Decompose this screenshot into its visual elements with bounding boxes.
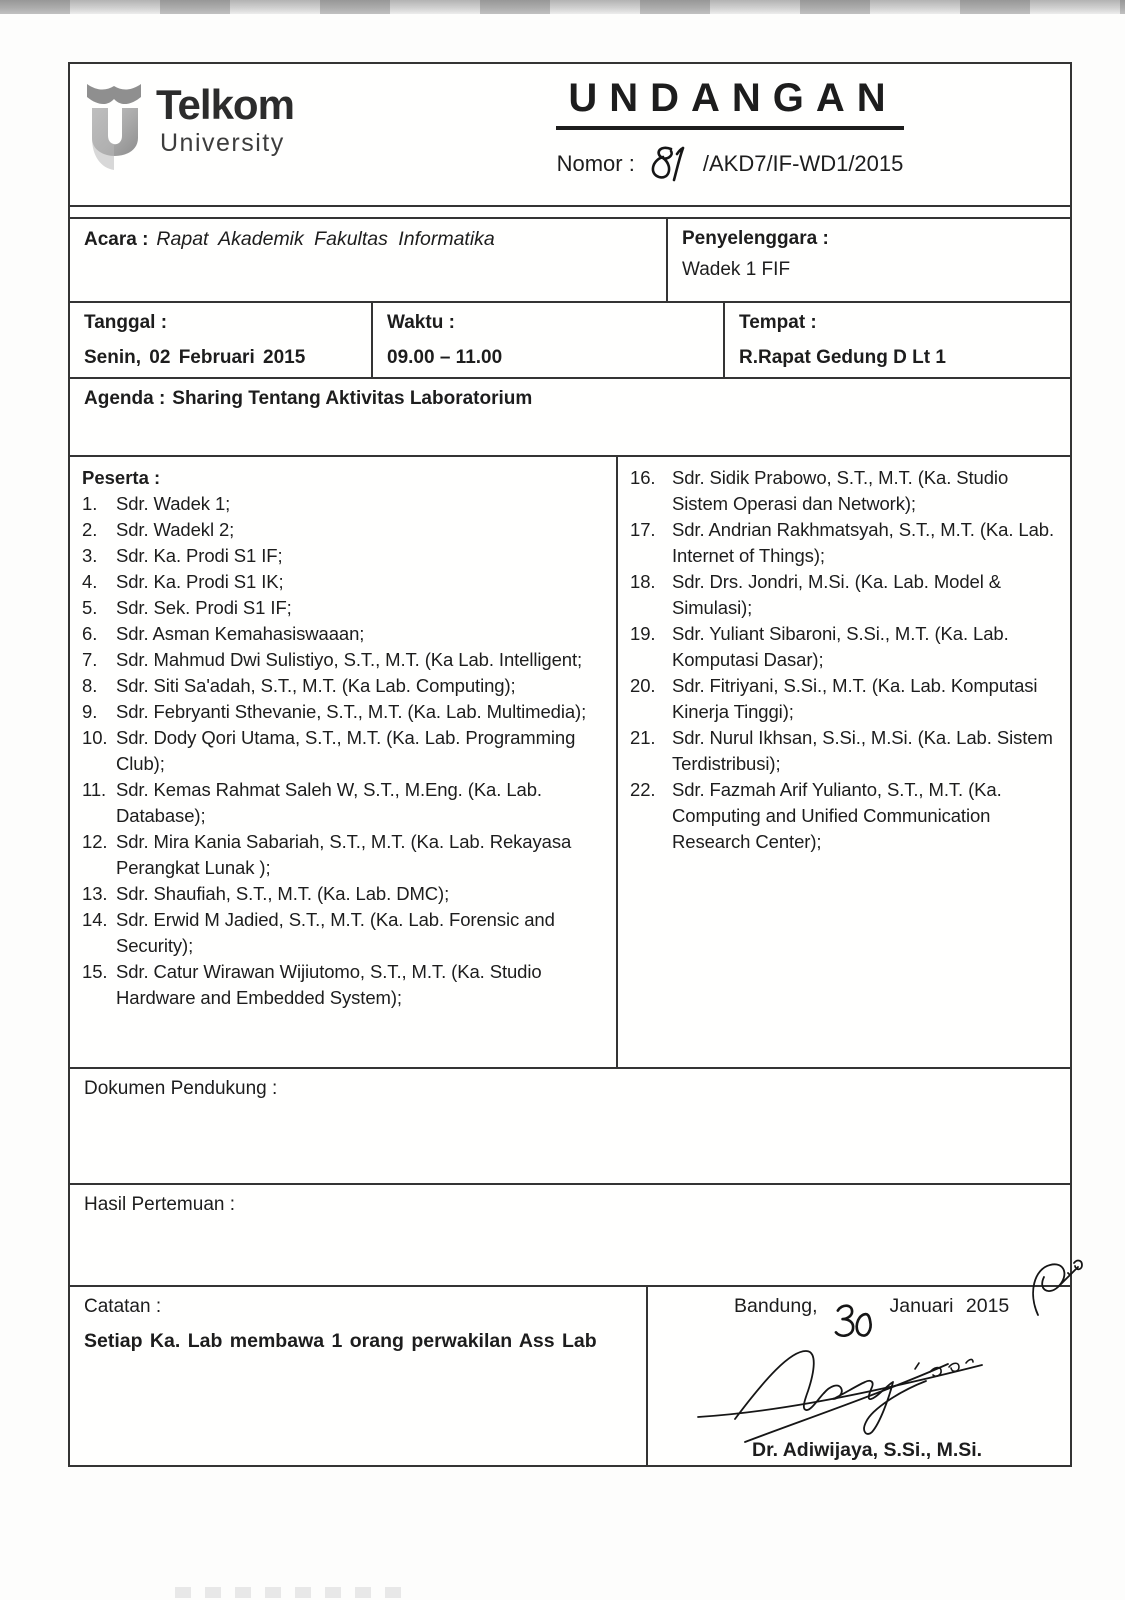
- peserta-item: [82, 517, 616, 543]
- waktu-value: 09.00 – 11.00: [387, 347, 503, 368]
- acara-cell: [70, 219, 668, 301]
- catatan-row: [70, 1285, 1070, 1465]
- tempat-value: R.Rapat Gedung D Lt 1: [739, 347, 946, 368]
- peserta-item-number: 13.: [82, 883, 108, 904]
- tanggal-cell: [70, 303, 373, 377]
- peserta-item-text: Sdr. Nurul Ikhsan, S.Si., M.Si. (Ka. Lab. Sistem Terdistribusi);: [672, 727, 1053, 774]
- document-title: UNDANGAN: [556, 76, 903, 130]
- logo-text: [156, 81, 294, 157]
- peserta-item: [630, 725, 1070, 777]
- peserta-item: [82, 595, 616, 621]
- peserta-item-number: 9.: [82, 701, 98, 722]
- peserta-row: [70, 455, 1070, 1067]
- peserta-item-number: 19.: [630, 623, 656, 644]
- nomor-label: Nomor :: [556, 151, 635, 176]
- peserta-item-text: Sdr. Drs. Jondri, M.Si. (Ka. Lab. Model & Simulasi);: [672, 571, 1002, 618]
- peserta-item-text: Sdr. Mahmud Dwi Sulistiyo, S.T., M.T. (Ka Lab. Intelligent;: [116, 649, 583, 670]
- peserta-item-text: Sdr. Siti Sa'adah, S.T., M.T. (Ka Lab. Computing);: [116, 675, 516, 696]
- peserta-item-text: Sdr. Wadekl 2;: [116, 519, 235, 540]
- peserta-item-number: 7.: [82, 649, 98, 670]
- telkom-university-logo: [84, 80, 294, 174]
- tempat-label: Tempat :: [739, 312, 817, 333]
- signature-city: Bandung,: [734, 1295, 818, 1317]
- peserta-item-number: 21.: [630, 727, 656, 748]
- peserta-item-text: Sdr. Sek. Prodi S1 IF;: [116, 597, 292, 618]
- peserta-item-number: 2.: [82, 519, 98, 540]
- peserta-item-text: Sdr. Fitriyani, S.Si., M.T. (Ka. Lab. Komputasi Kinerja Tinggi);: [672, 675, 1038, 722]
- acara-label: Acara :: [84, 229, 149, 250]
- peserta-item: [630, 569, 1070, 621]
- waktu-label: Waktu :: [387, 312, 455, 333]
- dokumen-row: [70, 1067, 1070, 1183]
- peserta-item: [82, 569, 616, 595]
- peserta-item-text: Sdr. Shaufiah, S.T., M.T. (Ka. Lab. DMC);: [116, 883, 450, 904]
- peserta-item-number: 20.: [630, 675, 656, 696]
- tanggal-label: Tanggal :: [84, 312, 168, 333]
- acara-value: Rapat Akademik Fakultas Informatika: [156, 228, 495, 250]
- peserta-item-number: 11.: [82, 779, 107, 800]
- agenda-row: [70, 377, 1070, 455]
- peserta-item-number: 15.: [82, 961, 108, 982]
- peserta-item-text: Sdr. Erwid M Jadied, S.T., M.T. (Ka. Lab. Forensic and Security);: [116, 909, 555, 956]
- penyelenggara-cell: [668, 219, 1070, 301]
- catatan-cell: [70, 1287, 648, 1465]
- penyelenggara-label: Penyelenggara :: [682, 228, 829, 249]
- peserta-item: [82, 777, 616, 829]
- peserta-item: [82, 699, 616, 725]
- peserta-item-number: 12.: [82, 831, 108, 852]
- peserta-item: [82, 725, 616, 777]
- peserta-left-column: [70, 457, 618, 1067]
- peserta-item: [82, 647, 616, 673]
- peserta-item: [82, 881, 616, 907]
- peserta-item-number: 5.: [82, 597, 98, 618]
- handwritten-day-30: [832, 1302, 876, 1340]
- scan-noise-bottom: [175, 1587, 410, 1598]
- peserta-item: [82, 621, 616, 647]
- peserta-item-text: Sdr. Kemas Rahmat Saleh W, S.T., M.Eng. (Ka. Lab. Database);: [116, 779, 542, 826]
- peserta-item-text: Sdr. Ka. Prodi S1 IF;: [116, 545, 283, 566]
- peserta-item-number: 22.: [630, 779, 656, 800]
- peserta-item: [82, 673, 616, 699]
- signature-scribble: [690, 1339, 990, 1444]
- peserta-item-text: Sdr. Yuliant Sibaroni, S.Si., M.T. (Ka. Lab. Komputasi Dasar);: [672, 623, 1009, 670]
- nomor-line: [490, 139, 970, 177]
- peserta-item-number: 3.: [82, 545, 98, 566]
- invitation-table: [68, 62, 1072, 1467]
- telkom-logo-icon: [84, 80, 146, 174]
- hasil-row: [70, 1183, 1070, 1285]
- peserta-label: Peserta :: [82, 467, 161, 488]
- peserta-item-number: 8.: [82, 675, 98, 696]
- schedule-row: [70, 301, 1070, 377]
- signature-date-line: [734, 1295, 1009, 1333]
- peserta-item-text: Sdr. Wadek 1;: [116, 493, 231, 514]
- peserta-item: [630, 621, 1070, 673]
- agenda-value: Sharing Tentang Aktivitas Laboratorium: [172, 388, 533, 409]
- title-block: [490, 76, 970, 177]
- peserta-item-text: Sdr. Sidik Prabowo, S.T., M.T. (Ka. Studio Sistem Operasi dan Network);: [672, 467, 1009, 514]
- peserta-item-number: 18.: [630, 571, 656, 592]
- peserta-item: [82, 829, 616, 881]
- hasil-label: Hasil Pertemuan :: [84, 1194, 236, 1215]
- peserta-item: [82, 959, 616, 1011]
- dokumen-label: Dokumen Pendukung :: [84, 1078, 278, 1099]
- peserta-item-text: Sdr. Andrian Rakhmatsyah, S.T., M.T. (Ka. Lab. Internet of Things);: [672, 519, 1055, 566]
- peserta-item-text: Sdr. Mira Kania Sabariah, S.T., M.T. (Ka. Lab. Rekayasa Perangkat Lunak );: [116, 831, 572, 878]
- signature-month-year: Januari 2015: [889, 1295, 1010, 1317]
- peserta-item: [630, 517, 1070, 569]
- tanggal-value: Senin, 02 Februari 2015: [84, 347, 306, 368]
- agenda-label: Agenda :: [84, 388, 166, 409]
- peserta-item: [82, 907, 616, 959]
- logo-brand-text: Telkom: [156, 81, 294, 128]
- catatan-label: Catatan :: [84, 1296, 162, 1317]
- peserta-item-text: Sdr. Catur Wirawan Wijiutomo, S.T., M.T. (Ka. Studio Hardware and Embedded System);: [116, 961, 542, 1008]
- peserta-item-text: Sdr. Asman Kemahasiswaaan;: [116, 623, 365, 644]
- acara-row: [70, 217, 1070, 301]
- peserta-item-number: 10.: [82, 727, 108, 748]
- nomor-value: /AKD7/IF-WD1/2015: [702, 151, 904, 176]
- penyelenggara-value: Wadek 1 FIF: [682, 259, 791, 280]
- peserta-list-left: [82, 491, 616, 1011]
- waktu-cell: [373, 303, 725, 377]
- handwritten-nomor-81: [647, 145, 691, 183]
- peserta-right-column: [618, 457, 1070, 1067]
- peserta-item: [630, 777, 1070, 855]
- peserta-item-text: Sdr. Fazmah Arif Yulianto, S.T., M.T. (Ka. Computing and Unified Communication Research Center);: [672, 779, 1002, 852]
- peserta-item-number: 1.: [82, 493, 98, 514]
- peserta-item-number: 6.: [82, 623, 98, 644]
- tempat-cell: [725, 303, 1070, 377]
- signature-cell: [648, 1287, 1070, 1465]
- paraf-scribble: [1024, 1257, 1086, 1321]
- peserta-item-number: 4.: [82, 571, 98, 592]
- logo-sub-text: University: [160, 129, 285, 157]
- peserta-item-number: 17.: [630, 519, 656, 540]
- catatan-note: Setiap Ka. Lab membawa 1 orang perwakilan Ass Lab: [84, 1330, 597, 1352]
- peserta-item: [82, 543, 616, 569]
- peserta-item: [82, 491, 616, 517]
- peserta-item: [630, 465, 1070, 517]
- peserta-list-right: [630, 465, 1070, 855]
- scan-noise-top: [0, 0, 1125, 14]
- peserta-item-text: Sdr. Ka. Prodi S1 IK;: [116, 571, 284, 592]
- peserta-item-number: 14.: [82, 909, 108, 930]
- peserta-item-text: Sdr. Dody Qori Utama, S.T., M.T. (Ka. Lab. Programming Club);: [116, 727, 576, 774]
- peserta-item-number: 16.: [630, 467, 656, 488]
- signatory-name: Dr. Adiwijaya, S.Si., M.Si.: [752, 1439, 983, 1461]
- peserta-item: [630, 673, 1070, 725]
- document-header: [70, 64, 1070, 207]
- peserta-item-text: Sdr. Febryanti Sthevanie, S.T., M.T. (Ka. Lab. Multimedia);: [116, 701, 587, 722]
- header-gap: [70, 207, 1070, 217]
